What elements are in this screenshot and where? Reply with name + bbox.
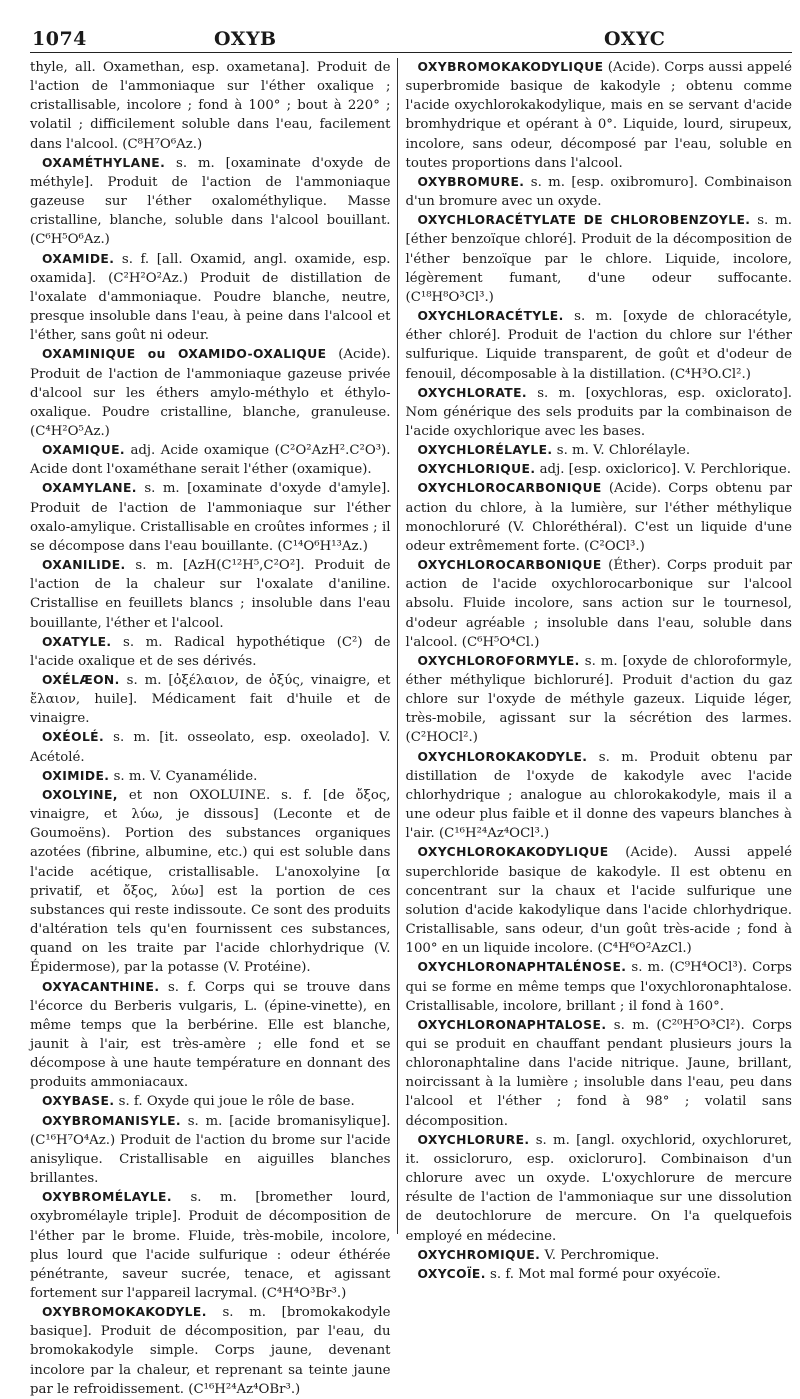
entry-headword: OXYBASE.: [42, 1094, 115, 1109]
entry-headword: OXAMÉTHYLANE.: [42, 155, 166, 170]
entry-definition: s. m. V. Cyanamélide.: [109, 768, 258, 784]
dictionary-entry: [30, 1188, 391, 1303]
dictionary-entry: [406, 441, 792, 460]
header-rule: [30, 52, 792, 53]
entry-headword: OXYCHLORACÉTYLE.: [417, 309, 564, 324]
entry-headword: OXYCHLOROKAKODYLIQUE: [417, 845, 609, 860]
dictionary-entry: [406, 479, 792, 556]
dictionary-entry: [406, 460, 792, 479]
entry-headword: OXYCHLOROKAKODYLE.: [417, 749, 588, 764]
entry-headword: OXOLYINE,: [42, 787, 118, 802]
entry-headword: OXANILIDE.: [42, 558, 126, 573]
entry-definition: s. m. [oxaminate d'oxyde de méthyle]. Produit de l'action de l'ammoniaque gazeuse sur l'éther oxalométhylique. Masse cristalline, blanche, soluble dans l'alcool bouillant. (C⁶H⁵O⁶Az.): [30, 155, 391, 248]
entry-definition: adj. Acide oxamique (C²O²AzH².C²O³). Acide dont l'oxaméthane serait l'éther (oxamique).: [30, 443, 391, 478]
entry-headword: OXYCHLORONAPHTALOSE.: [417, 1017, 607, 1032]
entry-definition: (Acide). Produit de l'action de l'ammoniaque gazeuse privée d'alcool sur les éthers amylo-méthylo et éthylo-oxalique. Poudre cristalline, blanche, granuleuse. (C⁴H²O⁵Az.): [30, 347, 391, 439]
dictionary-entry: [30, 633, 391, 671]
dictionary-entry: [30, 1092, 391, 1111]
entry-headword: OXYCHROMIQUE.: [417, 1247, 541, 1262]
entry-definition: s. m. Radical hypothétique (C²) de l'acide oxalique et de ses dérivés.: [30, 634, 391, 669]
page-header: [30, 22, 792, 52]
dictionary-entry: [406, 211, 792, 307]
dictionary-entry: [30, 671, 391, 728]
entry-headword: OXYBROMÉLAYLE.: [42, 1190, 172, 1205]
entry-headword: OXYBROMOKAKODYLE.: [42, 1305, 207, 1320]
entry-definition: s. f. Corps qui se trouve dans l'écorce du Berberis vulgaris, L. (épine-vinette), en même temps que la berbérine. Elle est blanche, jaunit à l'air, est très-amère ; elle fond et se décompose à une haute température en donnant des produits ammoniacaux.: [30, 979, 391, 1091]
dictionary-entry: [30, 345, 391, 441]
dictionary-entry: [406, 58, 792, 173]
entry-headword: OXYCHLORIQUE.: [417, 462, 536, 477]
entry-definition: s. m. [esp. oxibromuro]. Combinaison d'un bromure avec un oxyde.: [405, 174, 792, 210]
dictionary-entry: [30, 479, 391, 556]
dictionary-entry: [30, 58, 391, 154]
running-head-left: OXYB: [214, 28, 277, 50]
left-column: [30, 58, 397, 1397]
entry-headword: OXYBROMANISYLE.: [42, 1113, 181, 1128]
entry-definition: s. m. [angl. oxychlorid, oxychloruret, it. ossicloruro, esp. oxicloruro]. Combinaison d'un chlorure avec un oxyde. L'oxychlorure de mercure résulte de l'action de l'ammoniaque sur une dissolution de deutochlorure de mercure. On l'a quelquefois employé en médecine.: [405, 1132, 792, 1244]
entry-headword: OXIMIDE.: [42, 768, 110, 783]
dictionary-entry: [406, 1246, 792, 1265]
entry-definition: s. m. (C⁹H⁴OCl³). Corps qui se forme en même temps que l'oxychloronaphtalose. Cristallisable, incolore, brillant ; il fond à 160°.: [405, 960, 792, 1014]
entry-definition: (Acide). Aussi appelé superchloride basique de kakodyle. Il est obtenu en concentrant sur la chaux et l'acide sulfurique une solution d'acide kakodylique dans l'acide chlorhydrique. Cristallisable, sans odeur, d'un goût très-acide ; fond à 100° en un liquide incolore. (C⁴H⁶O²AzCl.): [405, 845, 792, 957]
entry-definition: s. m. [acide bromanisylique]. (C¹⁶H⁷O⁴Az.) Produit de l'action du brome sur l'acide anisylique. Cristallisable en aiguilles blanches brillantes.: [30, 1113, 391, 1187]
dictionary-entry: [406, 384, 792, 441]
entry-definition: s. m. [oxychloras, esp. oxiclorato]. Nom générique des sels produits par la combinaison de l'acide oxychlorique avec les bases.: [405, 385, 792, 439]
dictionary-entry: [406, 843, 792, 958]
entry-headword: OXYCHLORACÉTYLATE DE CHLOROBENZOYLE.: [417, 213, 751, 228]
entry-headword: OXÉOLÉ.: [42, 730, 105, 745]
entry-definition: (Acide). Corps aussi appelé superbromide basique de kakodyle ; obtenu comme l'acide oxychlorokakodylique, mais en se servant d'acide bromhydrique et opérant à 0°. Liquide, lourd, sirupeux, incolore, sans odeur, décomposé par l'eau, soluble en toutes proportions dans l'alcool.: [405, 60, 792, 171]
entry-definition: s. f. Mot mal formé pour oxyécoïe.: [485, 1266, 721, 1282]
entry-headword: OXYCHLORÉLAYLE.: [417, 443, 553, 458]
dictionary-entry: [30, 767, 391, 786]
dictionary-entry: [30, 978, 391, 1093]
right-column: [398, 58, 792, 1282]
entry-definition: V. Perchromique.: [540, 1247, 660, 1263]
entry-headword: OXAMINIQUE ou OXAMIDO-OXALIQUE: [42, 347, 327, 362]
entry-definition: s. m. (C²⁰H⁵O³Cl²). Corps qui se produit en chauffant pendant plusieurs jours la chloronaphtaline dans l'acide nitrique. Jaune, brillant, noircissant à la lumière ; insoluble dans l'eau, peu dans l'alcool et l'éther ; fond à 98° ; volatil sans décomposition.: [405, 1017, 792, 1129]
entry-headword: OXAMIQUE.: [42, 443, 125, 458]
entry-headword: OXYCHLORATE.: [417, 385, 527, 400]
entry-headword: OXYCHLOROCARBONIQUE: [417, 558, 602, 573]
entry-headword: OXÉLÆON.: [42, 673, 120, 687]
dictionary-entry: [406, 1016, 792, 1131]
entry-headword: OXYBROMOKAKODYLIQUE: [417, 60, 604, 74]
entry-definition: s. m. [it. osseolato, esp. oxeolado]. V. Acétolé.: [30, 730, 391, 765]
entry-headword: OXYCHLORURE.: [417, 1132, 530, 1147]
entry-definition: s. m. [éther benzoïque chloré]. Produit de la décomposition de l'éther benzoïque par le chlore. Liquide, incolore, légèrement fumant, d'une odeur suffocante. (C¹⁸H⁸O³Cl³.): [405, 213, 792, 305]
dictionary-entry: [406, 748, 792, 844]
entry-headword: OXYCOÏE.: [417, 1266, 486, 1281]
entry-definition: s. f. Oxyde qui joue le rôle de base.: [114, 1094, 355, 1110]
entry-definition: (Éther). Corps produit par action de l'acide oxychlorocarbonique sur l'alcool absolu. Fluide incolore, sans action sur le tournesol, d'odeur agréable ; insoluble dans l'eau, soluble dans l'alcool. (C⁶H⁵O⁴Cl.): [405, 558, 792, 650]
entry-definition: s. m. [bromether lourd, oxybromélayle triple]. Produit de décomposition de l'éther par le brome. Fluide, très-mobile, incolore, plus lourd que l'acide sulfurique : odeur éthérée pénétrante, saveur sucrée, tenace, et agissant fortement sur l'appareil lacrymal. (C⁴H⁴O³Br³.): [30, 1190, 391, 1301]
entry-definition: s. m. Produit obtenu par distillation de l'oxyde de kakodyle avec l'acide chlorhydrique ; analogue au chlorokakodyle, mais il a une odeur plus faible et il donne des vapeurs blanches à l'air. (C¹⁶H²⁴Az⁴OCl³.): [405, 749, 792, 842]
entry-headword: OXYCHLOROFORMYLE.: [417, 653, 580, 668]
entry-definition: s. m. [oxyde de chloroformyle, éther méthylique bichloruré]. Produit d'action du gaz chlore sur l'oxyde de méthyle gazeux. Liquide léger, très-mobile, agissant sur la sécrétion des larmes. (C²HOCl².): [405, 653, 792, 746]
entry-definition: s. m. [AzH(C¹²H⁵,C²O²]. Produit de l'action de la chaleur sur l'oxalate d'aniline. Cristallise en feuillets blancs ; insoluble dans l'eau bouillante, l'éther et l'alcool.: [30, 558, 391, 631]
dictionary-entry: [406, 307, 792, 384]
dictionary-entry: [406, 958, 792, 1015]
dictionary-entry: [30, 250, 391, 346]
dictionary-entry: [406, 556, 792, 652]
entry-headword: OXATYLE.: [42, 634, 112, 649]
entry-definition: s. f. [all. Oxamid, angl. oxamide, esp. oxamida]. (C²H²O²Az.) Produit de distillation de l'oxalate d'ammoniaque. Poudre blanche, neutre, presque insoluble dans l'eau, à peine dans l'alcool et l'éther, sans goût ni odeur.: [30, 251, 391, 344]
dictionary-entry: [406, 652, 792, 748]
dictionary-entry: [406, 1131, 792, 1246]
entry-definition: s. m. [oxyde de chloracétyle, éther chloré]. Produit de l'action du chlore sur l'éther sulfurique. Liquide transparent, de goût et d'odeur de fenouil, décomposable à la distillation. (C⁴H³O.Cl².): [405, 309, 792, 382]
entry-headword: OXAMYLANE.: [42, 481, 137, 496]
entry-headword: OXYBROMURE.: [417, 174, 525, 189]
entry-definition: adj. [esp. oxiclorico]. V. Perchlorique.: [535, 462, 792, 478]
dictionary-entry: [30, 1303, 391, 1399]
entry-definition: s. m. V. Chlorélayle.: [552, 443, 691, 459]
entry-headword: OXYCHLORONAPHTALÉNOSE.: [417, 960, 627, 975]
page-number: 1074: [32, 28, 87, 50]
dictionary-entry: [30, 728, 391, 766]
dictionary-entry: [30, 441, 391, 479]
entry-definition: s. m. [ὀξέλαιον, de ὀξύς, vinaigre, et ἔλαιον, huile]. Médicament fait d'huile et de vinaigre.: [30, 673, 391, 727]
text-columns: [30, 58, 792, 1397]
entry-definition: et non OXOLUINE. s. f. [de ὄξος, vinaigre, et λύω, je dissous] (Leconte et de Goumoëns). Portion des substances organiques azotées (fibrine, albumine, etc.) qui est soluble dans l'acide acétique, cristallisable. L'anoxolyine [α privatif, et ὄξος, λύω] est la portion de ces substances qui reste indissoute. Ce sont des produits d'altération tels qu'en fournissent ces substances, quand on les traite par l'acide chlorhydrique (V. Épidermose), par la potasse (V. Protéine).: [30, 787, 391, 976]
entry-headword: OXAMIDE.: [42, 251, 115, 266]
entry-definition: s. m. [bromokakodyle basique]. Produit de décomposition, par l'eau, du bromokakodyle simple. Corps jaune, devenant incolore par la chaleur, et reprenant sa teinte jaune par le refroidissement. (C¹⁶H²⁴Az⁴OBr³.): [30, 1305, 391, 1397]
entry-definition: thyle, all. Oxamethan, esp. oxametana]. Produit de l'action de l'ammoniaque sur l'éther oxalique ; cristallisable, incolore ; fond à 100° ; bout à 220° ; volatil ; difficilement soluble dans l'eau, facilement dans l'alcool. (C⁸H⁷O⁶Az.): [30, 60, 391, 152]
running-head-right: OXYC: [604, 28, 666, 50]
entry-headword: OXYCHLOROCARBONIQUE: [417, 481, 602, 496]
dictionary-entry: [30, 556, 391, 633]
entry-headword: OXYACANTHINE.: [42, 979, 160, 994]
dictionary-entry: [30, 1112, 391, 1189]
dictionary-entry: [406, 173, 792, 211]
dictionary-entry: [30, 154, 391, 250]
entry-definition: s. m. [oxaminate d'oxyde d'amyle]. Produit de l'action de l'ammoniaque sur l'éther oxalo-amylique. Cristallisable en croûtes informes ; il se décompose dans l'eau bouillante. (C¹⁴O⁶H¹³Az.): [30, 481, 391, 554]
dictionary-entry: [406, 1265, 792, 1284]
dictionary-entry: [30, 786, 391, 978]
entry-definition: (Acide). Corps obtenu par action du chlore, à la lumière, sur l'éther méthylique monochloruré (V. Chloréthéral). C'est un liquide d'une odeur extrêmement forte. (C²OCl³.): [405, 481, 792, 554]
